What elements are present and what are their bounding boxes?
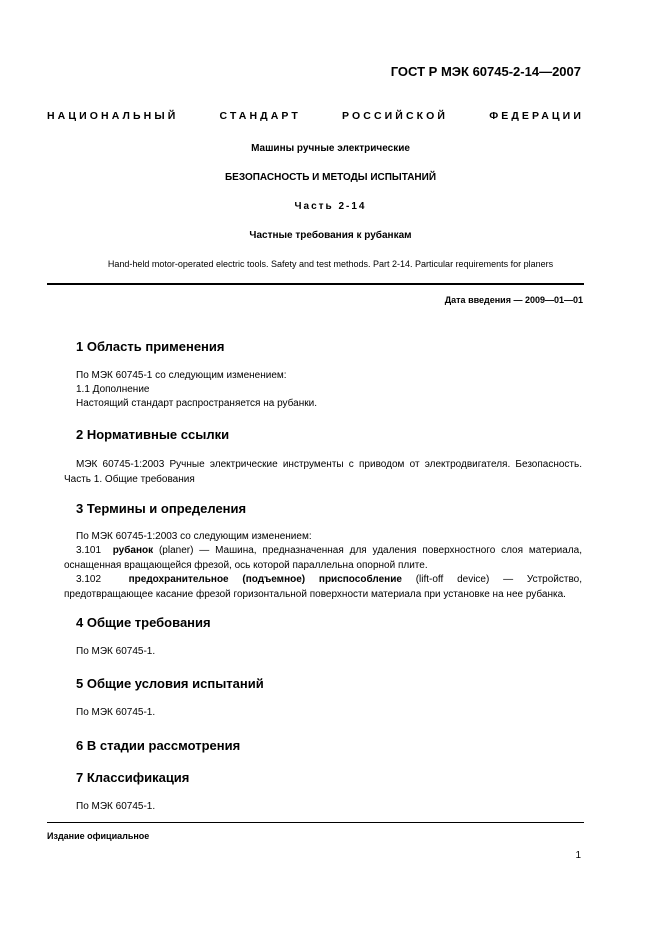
section-7-paragraph: По МЭК 60745-1. <box>76 801 156 812</box>
definition-text: (planer) — Машина, предназначенная для удаления поверхностного слоя материала, оснащенная вращающейся фрезой, ось которой параллельна опорной плите. <box>64 545 582 571</box>
definition-term: рубанок <box>112 545 154 556</box>
national-standard-banner <box>47 110 584 122</box>
footer-divider <box>47 822 584 823</box>
definition-3-101 <box>64 544 582 573</box>
section-7-heading: 7 Классификация <box>76 770 190 785</box>
definition-term: предохранительное (подъемное) приспособление <box>128 574 402 585</box>
document-id: ГОСТ Р МЭК 60745-2-14—2007 <box>390 64 581 79</box>
banner-word: ФЕДЕРАЦИИ <box>489 110 584 122</box>
banner-word: СТАНДАРТ <box>219 110 301 122</box>
section-1-heading: 1 Область применения <box>76 339 225 354</box>
title-divider <box>47 283 584 285</box>
section-1-paragraph: Настоящий стандарт распространяется на рубанки. <box>76 398 317 409</box>
definition-3-102 <box>64 573 582 602</box>
title-line-1: Машины ручные электрические <box>251 143 410 154</box>
title-line-4: Частные требования к рубанкам <box>249 230 412 241</box>
definition-number: 3.102 <box>76 574 102 585</box>
part-title: Часть 2-14 <box>294 201 367 212</box>
page-number: 1 <box>575 850 581 861</box>
banner-word: НАЦИОНАЛЬНЫЙ <box>47 110 179 122</box>
section-1-paragraph: 1.1 Дополнение <box>76 384 150 395</box>
effective-date: Дата введения — 2009—01—01 <box>444 295 583 305</box>
section-4-heading: 4 Общие требования <box>76 615 211 630</box>
english-title: Hand-held motor-operated electric tools. Safety and test methods. Part 2-14. Particular requirements for planers <box>107 259 554 269</box>
section-3-heading: 3 Термины и определения <box>76 501 247 516</box>
edition-label: Издание официальное <box>47 831 150 841</box>
section-5-heading: 5 Общие условия испытаний <box>76 676 264 691</box>
section-3-paragraph: По МЭК 60745-1:2003 со следующим изменением: <box>76 531 312 542</box>
section-1-paragraph: По МЭК 60745-1 со следующим изменением: <box>76 370 287 381</box>
section-2-paragraph <box>64 458 582 487</box>
section-6-heading: 6 В стадии рассмотрения <box>76 738 241 753</box>
definition-text: (lift-off device) — Устройство, предотвращающее касание фрезой горизонтальной поверхности материала при установке на нее рубанка. <box>64 574 582 600</box>
banner-word: РОССИЙСКОЙ <box>342 110 449 122</box>
section-2-heading: 2 Нормативные ссылки <box>76 427 230 442</box>
title-line-2: БЕЗОПАСНОСТЬ И МЕТОДЫ ИСПЫТАНИЙ <box>224 172 437 183</box>
definition-number: 3.101 <box>76 545 102 556</box>
section-4-paragraph: По МЭК 60745-1. <box>76 646 156 657</box>
section-5-paragraph: По МЭК 60745-1. <box>76 707 156 718</box>
normative-reference: МЭК 60745-1:2003 Ручные электрические инструменты с приводом от электродвигателя. Безопасность. Часть 1. Общие требования <box>64 459 582 485</box>
